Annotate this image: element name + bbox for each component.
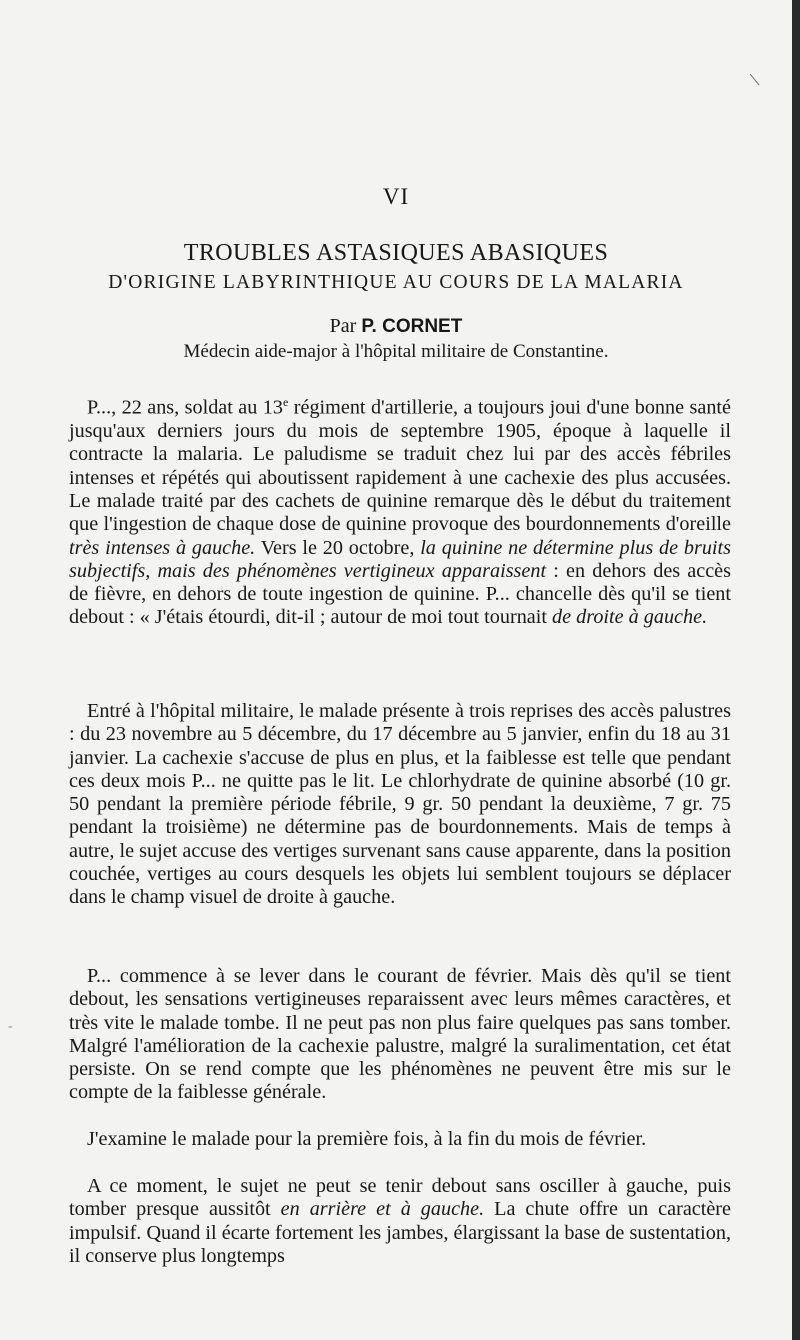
author-affiliation: Médecin aide-major à l'hôpital militaire de Constantine. [183,341,609,362]
margin-mark: - [8,1019,13,1034]
p1-italic-1: très intenses à gauche. [69,536,256,559]
paragraph-4 [69,1128,731,1151]
author-name: P. CORNET [361,316,463,337]
p1-text-1: P..., 22 ans, soldat au 13 [87,396,283,419]
p5-text-1: A ce moment, le sujet ne peut se tenir debout sans osciller à gauche, puis tomber presque aussitôt [69,1175,731,1221]
p2-text: Entré à l'hôpital militaire, le malade présente à trois reprises des accès palustres : du 23 novembre au 5 décembre, du 17 décembre au 5 janvier, enfin du 18 au 31 janvier. La cachexie s'accuse de plus en plus, et la faiblesse est telle que pendant ces deux mois P... ne quitte pas le lit. Le chlorhydrate de quinine absorbé (10 gr. 50 pendant la première période fébrile, 9 gr. 50 pendant la deuxième, 7 gr. 75 pendant la troisième) ne détermine pas de bourdonnements. Mais de temps à autre, le sujet accuse des vertiges survenant sans cause apparente, dans la position couchée, vertiges au cours desquels les objets lui semblent toujours se déplacer dans le champ visuel de droite à gauche. [69,700,731,909]
paragraph-5 [69,1175,731,1268]
p1-text-3: Vers le 20 octobre, [255,536,421,559]
paragraph-1 [69,391,731,630]
paragraph-2 [69,700,731,910]
p3-text: P... commence à se lever dans le courant de février. Mais dès qu'il se tient debout, les sensations vertigineuses reparaissent avec leurs mêmes caractères, et très vite le malade tombe. Il ne peut pas non plus faire quelques pas sans tomber. Malgré l'amélioration de la cachexie palustre, malgré la suralimentation, cet état persiste. On se rend compte que les phénomènes ne peuvent être mis sur le compte de la faiblesse générale. [69,965,731,1104]
chapter-number: VI [382,184,410,209]
paragraph-3 [69,965,731,1105]
p1-italic-3: de droite à gauche. [552,606,708,629]
p4-text: J'examine le malade pour la première fois, à la fin du mois de février. [87,1128,647,1150]
p5-italic-1: en arrière et à gauche. [280,1198,485,1221]
title-line-2: D'ORIGINE LABYRINTHIQUE AU COURS DE LA MALARIA [108,272,684,293]
p1-text-2: régiment d'artillerie, a toujours joui d'une bonne santé jusqu'aux derniers jours du mois de septembre 1905, époque à laquelle il contracte la malaria. Le paludisme se traduit chez lui par des accès fébriles intenses et répétés qui aboutissent rapidement à une cachexie des plus accusées. Le malade traité par des cachets de quinine remarque dès le début du traitement que l'ingestion de chaque dose de quinine provoque des bourdonnements d'oreille [69,396,731,536]
p5-text-2: La chute offre un caractère impulsif. Quand il écarte fortement les jambes, élargissant la base de sustentation, il conserve plus longtemps [69,1198,731,1267]
p1-text-4: : en dehors des accès de fièvre, en dehors de toute ingestion de quinine. P... chancelle dès qu'il se tient debout : « J'étais étourdi, dit-il ; autour de moi tout tournait [69,559,731,629]
author-prefix: Par [329,315,357,337]
p1-superscript: e [283,395,289,409]
p1-italic-2: la quinine ne détermine plus de bruits subjectifs, mais des phénomènes vertigineux apparaissent [69,536,731,582]
title-line-1: TROUBLES ASTASIQUES ABASIQUES [183,240,609,266]
scan-border [792,0,800,1340]
pencil-mark: \ [748,68,762,92]
author-line [0,315,792,338]
